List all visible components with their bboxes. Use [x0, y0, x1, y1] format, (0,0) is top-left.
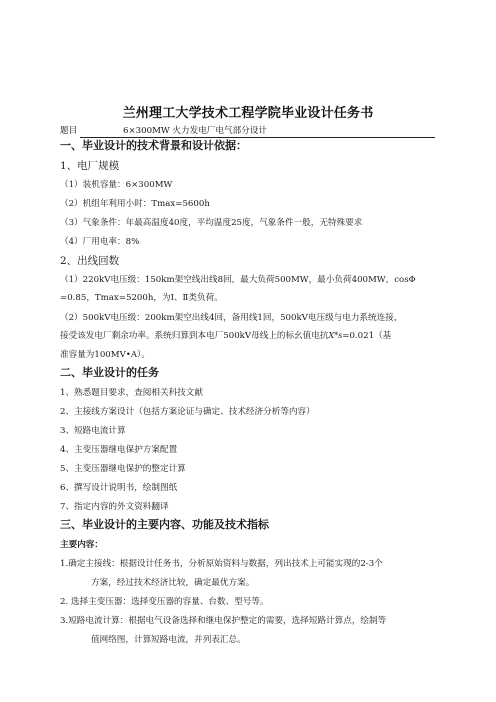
section-1-heading: 一、毕业设计的技术背景和设计依据： [60, 139, 247, 152]
spec-line-4: （4）厂用电率：8% [60, 237, 140, 247]
spec-line-8-text: 接受该发电厂剩余功率。系统归算到本电厂500kV母线上的标幺值电抗 [60, 331, 329, 341]
subheading-outgoing-lines: 2、出线回数 [60, 255, 120, 267]
task-item: 7、指定内容的外文资料翻译 [60, 502, 169, 512]
spec-line-3: （3）气象条件：年最高温度40度，平均温度25度，气象条件一般，无特殊要求 [60, 218, 363, 228]
document-title: 兰州理工大学技术工程学院毕业设计任务书 [122, 106, 374, 121]
task-item: 2、主接线方案设计（包括方案论证与确定、技术经济分析等内容） [60, 407, 315, 417]
task-item: 5、主变压器继电保护的整定计算 [60, 464, 186, 474]
spec-line-6: =0.85，Tmax=5200h，为Ⅰ、Ⅱ类负荷。 [60, 293, 223, 303]
content-item-3-cont: 值网络图，计算短路电流，并列表汇总。 [91, 635, 246, 645]
reactance-symbol: X*s [328, 331, 343, 340]
spec-line-2: （2）机组年利用小时：Tmax=5600h [60, 199, 210, 209]
task-item: 1、熟悉题目要求，查阅相关科技文献 [60, 388, 203, 398]
task-item: 4、主变压器继电保护方案配置 [60, 445, 178, 455]
spec-line-5: （1）220kV电压级：150km架空线出线8回，最大负荷500MW，最小负荷400MW，cosΦ [60, 275, 416, 285]
topic-label: 题目 [60, 126, 78, 136]
content-item-1-cont: 方案，经过技术经济比较，确定最优方案。 [91, 578, 255, 588]
topic-value: 6×300MW 火力发电厂电气部分设计 [123, 126, 267, 136]
main-content-label: 主要内容： [60, 540, 103, 550]
spec-line-9: 准容量为100MV•A）。 [60, 350, 150, 360]
topic-row [60, 123, 436, 139]
subheading-plant-scale: 1、电厂规模 [60, 160, 120, 172]
spec-line-8 [60, 330, 391, 342]
section-2-heading: 二、毕业设计的任务 [60, 366, 159, 379]
content-item-3: 3.短路电流计算：根据电气设备选择和继电保护整定的需要，选择短路计算点，绘制等 [60, 616, 387, 626]
spec-line-8-end: =0.021（基 [342, 331, 392, 341]
spec-line-7: （2）500kV电压级：200km架空出线4回，备用线1回，500kV电压级与电力系统连接， [60, 313, 403, 323]
content-item-2: 2. 选择主变压器：选择变压器的容量、台数、型号等。 [60, 597, 269, 607]
section-3-heading: 三、毕业设计的主要内容、功能及技术指标 [60, 518, 269, 531]
content-item-1: 1.确定主接线：根据设计任务书，分析原始资料与数据，列出技术上可能实现的2-3个 [60, 559, 383, 569]
task-item: 3、短路电流计算 [60, 426, 126, 436]
task-item: 6、撰写设计说明书，绘制图纸 [60, 483, 178, 493]
topic-underline [80, 123, 435, 138]
spec-line-1: （1）装机容量：6×300MW [60, 180, 173, 190]
